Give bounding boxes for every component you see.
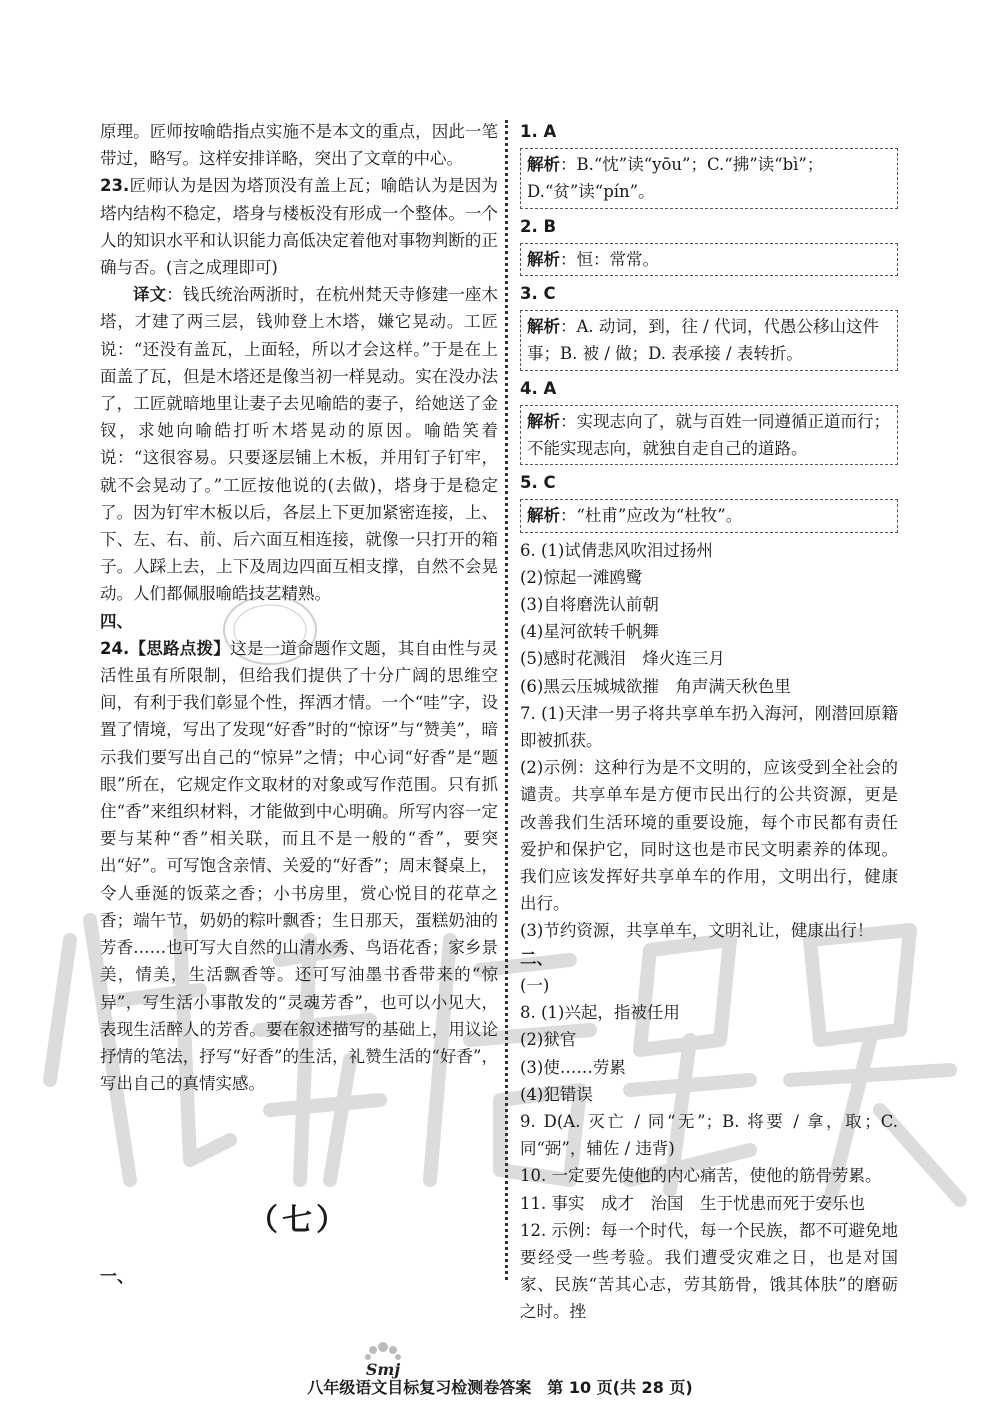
answer-2: 2. B xyxy=(520,216,557,236)
explanation-box-5 xyxy=(520,499,898,532)
hint-tag: 【思路点拨】 xyxy=(129,638,231,658)
answer-4: 4. A xyxy=(520,378,557,398)
section-heading-4: 四、 xyxy=(100,611,133,631)
explanation-box-2 xyxy=(520,243,898,276)
answer-7-2: (2)示例：这种行为是不文明的，应该受到全社会的谴责。共享单车是方便市民出行的公共资源，更是改善我们生活环境的重要设施，每个市民都有责任爱护和保护它，同时这也是市民文明素养的体现。我们应该发挥好共享单车的作用，文明出行，健康出行。 xyxy=(520,758,898,914)
answer-7-3: (3)节约资源，共享单车，文明礼让，健康出行！ xyxy=(520,921,874,941)
explanation-box-1 xyxy=(520,148,898,208)
answer-5: 5. C xyxy=(520,473,556,493)
right-column xyxy=(520,118,898,1326)
logo-text: Smj xyxy=(365,1360,401,1379)
translation-paragraph xyxy=(100,281,498,607)
answer-12: 12. 示例：每一个时代，每一个民族，都不可避免地要经受一些考验。我们遭受灾难之日，也是对国家、民族“苦其心志，劳其筋骨，饿其体肤”的磨砺之时。挫 xyxy=(520,1220,898,1322)
paragraph-intro: 原理。匠师按喻皓指点实施不是本文的重点，因此一笔带过，略写。这样安排详略，突出了文章的中心。 xyxy=(100,122,498,169)
answer-10: 10. 一定要先使他的内心痛苦，使他的筋骨劳累。 xyxy=(520,1166,882,1186)
subsection-1: (一) xyxy=(520,975,550,995)
section-title-7: （七） xyxy=(248,1203,350,1238)
answer-6-line: (4)星河欲转千帆舞 xyxy=(520,622,659,642)
answer-1: 1. A xyxy=(520,122,557,141)
explanation-box-4 xyxy=(520,405,898,465)
answer-7-1: 7. (1)天津一男子将共享单车扔入海河，刚潜回原籍即被抓获。 xyxy=(520,703,898,751)
answer-8-line: (2)狱官 xyxy=(520,1030,577,1050)
answer-6-line: (6)黑云压城城欲摧 角声满天秋色里 xyxy=(520,676,791,696)
translation-text: ：钱氏统治两浙时，在杭州梵天寺修建一座木塔，才建了两三层，钱帅登上木塔，嫌它晃动。工匠说：“还没有盖瓦，上面轻，所以才会这样。”于是在上面盖了瓦，但是木塔还是像当初一样晃动。实在没办法了，工匠就暗地里让妻子去见喻皓的妻子，给她送了金钗，求她向喻皓打听木塔晃动的原因。喻皓笑着说：“这很容易。只要逐层铺上木板，并用钉子钉牢，就不会晃动了。”工匠按他说的(去做)，塔身于是稳定了。因为钉牢木板以后，各层上下更加紧密连接，上、下、左、右、前、后六面互相连接，就像一只打开的箱子。人踩上去，上下及周边四面互相支撑，自然不会晃动。人们都佩服喻皓技艺精熟。 xyxy=(100,285,499,604)
explanation-box-3 xyxy=(520,310,898,370)
explanation-text: ：“杜甫”应改为“杜牧”。 xyxy=(560,506,743,526)
answer-6-line: (3)自将磨洗认前朝 xyxy=(520,595,659,615)
question-number: 24. xyxy=(100,638,130,658)
explanation-text: ：B.“忱”读“yōu”；C.“拂”读“bì”；D.“贫”读“pín”。 xyxy=(527,155,824,202)
explanation-label: 解析 xyxy=(527,249,560,269)
explanation-text: ：实现志向了，就与百姓一同遵循正道而行；不能实现志向，就独自走自己的道路。 xyxy=(527,411,890,459)
page-footer: 八年级语文目标复习检测卷答案 第 10 页(共 28 页) xyxy=(307,1378,693,1397)
answer-6-line: 6. (1)试倩悲风吹泪过扬州 xyxy=(520,540,713,560)
answer-23 xyxy=(100,172,498,281)
section-heading-2: 二、 xyxy=(520,948,553,968)
explanation-text: ：A. 动词，到，往 / 代词，代愚公移山这件事；B. 被 / 做；D. 表承接 / 表转折。 xyxy=(527,317,879,364)
answer-text: 匠师认为是因为塔顶没有盖上瓦；喻皓认为是因为塔内结构不稳定，塔身与楼板没有形成一个整体。一个人的知识水平和认识能力高低决定着他对事物判断的正确与否。(言之成理即可) xyxy=(100,176,498,278)
answer-8-line: 8. (1)兴起，指被任用 xyxy=(520,1003,680,1023)
translation-label: 译文 xyxy=(133,285,167,305)
answer-8-line: (3)使……劳累 xyxy=(520,1057,626,1077)
column-divider xyxy=(505,120,508,1280)
explanation-label: 解析 xyxy=(527,155,560,175)
answer-3: 3. C xyxy=(520,284,556,304)
left-column xyxy=(100,118,498,1097)
answer-text: 这是一道命题作文题，其自由性与灵活性虽有所限制，但给我们提供了十分广阔的思维空间，有利于我们彰显个性，挥洒才情。一个“哇”字，设置了情境，写出了发现“好香”时的“惊讶”与“赞美”，暗示我们要写出自己的“惊异”之情；中心词“好香”是“题眼”所在，它规定作文取材的对象或写作范围。只有抓住“香”来组织材料，才能做到中心明确。所写内容一定要与某种“香”相关联，而且不是一般的“香”，要突出“好”。可写饱含亲情、关爱的“好香”；周末餐桌上，令人垂涎的饭菜之香；小书房里，赏心悦目的花草之香；端午节，奶奶的粽叶飘香；生日那天，蛋糕奶油的芳香……也可写大自然的山清水秀、鸟语花香；家乡景美，情美，生活飘香等。还可写油墨书香带来的“惊异”，写生活小事散发的“灵魂芳香”，也可以小见大，表现生活醉人的芳香。要在叙述描写的基础上，用议论抒情的笔法，抒写“好香”的生活，礼赞生活的“好香”，写出自己的真情实感。 xyxy=(100,638,499,1094)
answer-9: 9. D(A. 灭亡 / 同“无”；B. 将要 / 拿，取；C. 同“弼”，辅佐 / 违背) xyxy=(520,1111,898,1159)
explanation-label: 解析 xyxy=(527,506,560,526)
answer-8-line: (4)犯错误 xyxy=(520,1084,593,1104)
answer-6-line: (5)感时花溅泪 烽火连三月 xyxy=(520,649,725,669)
question-number: 23. xyxy=(100,176,130,196)
section-heading-1: 一、 xyxy=(100,1267,134,1287)
answer-6-line: (2)惊起一滩鸥鹭 xyxy=(520,567,643,587)
answer-11: 11. 事实 成才 治国 生于忧患而死于安乐也 xyxy=(520,1193,865,1213)
answer-24 xyxy=(100,635,498,1097)
explanation-label: 解析 xyxy=(527,411,560,431)
explanation-text: ：恒：常常。 xyxy=(560,249,659,269)
explanation-label: 解析 xyxy=(527,317,560,337)
